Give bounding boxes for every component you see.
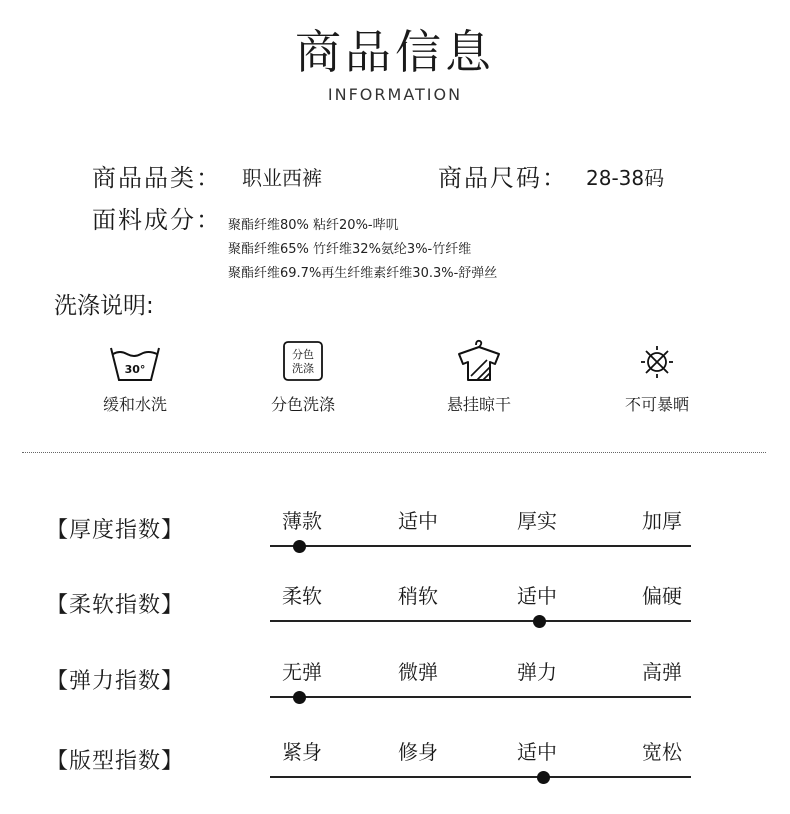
index-scale-line (270, 696, 691, 698)
care-item-hang-dry (414, 338, 544, 415)
care-item-gentle-wash (70, 342, 200, 415)
index-option: 厚实 (517, 509, 557, 533)
index-scale-line (270, 545, 691, 547)
index-option: 加厚 (642, 509, 682, 533)
care-label-no-sun: 不可暴晒 (624, 395, 689, 414)
no-sun-exposure-icon (629, 342, 685, 386)
index-option: 微弹 (398, 660, 438, 684)
section-divider (22, 452, 766, 453)
svg-text:洗涤: 洗涤 (292, 362, 314, 375)
fabric-label: 面料成分： (92, 206, 222, 234)
care-item-no-sun (592, 342, 722, 415)
fabric-line-1: 聚酯纤维80% 粘纤20%-哔叽 (228, 218, 399, 233)
index-label-1: 【柔软指数】 (46, 593, 185, 618)
index-scale-line (270, 776, 691, 778)
separate-color-wash-icon (275, 340, 331, 384)
index-option: 修身 (398, 740, 438, 764)
index-option: 柔软 (282, 584, 322, 608)
index-option: 薄款 (282, 509, 322, 533)
category-label: 商品品类： (92, 164, 222, 192)
page-subtitle: INFORMATION (327, 85, 463, 104)
index-label-2: 【弹力指数】 (46, 669, 185, 694)
index-option: 适中 (398, 509, 438, 533)
svg-text:30°: 30° (124, 363, 146, 376)
index-marker-dot (533, 615, 546, 628)
index-scale-line (270, 620, 691, 622)
care-label-gentle-wash: 缓和水洗 (102, 395, 167, 414)
svg-text:分色: 分色 (292, 348, 314, 361)
fabric-line-3: 聚酯纤维69.7%再生纤维素纤维30.3%-舒弹丝 (228, 266, 498, 281)
fabric-line-2: 聚酯纤维65% 竹纤维32%氨纶3%-竹纤维 (228, 242, 472, 257)
index-option: 适中 (517, 740, 557, 764)
size-value: 28-38码 (586, 166, 665, 190)
index-option: 宽松 (642, 740, 682, 764)
index-option: 稍软 (398, 584, 438, 608)
care-label-separate-wash: 分色洗涤 (270, 395, 335, 414)
index-label-3: 【版型指数】 (46, 749, 185, 774)
index-marker-dot (293, 540, 306, 553)
hang-dry-icon (451, 338, 507, 386)
index-marker-dot (293, 691, 306, 704)
index-option: 弹力 (517, 660, 557, 684)
index-option: 无弹 (282, 660, 322, 684)
index-option: 偏硬 (642, 584, 682, 608)
index-option: 紧身 (282, 740, 322, 764)
washing-title: 洗涤说明: (54, 293, 154, 319)
category-value: 职业西裤 (242, 166, 322, 190)
size-label: 商品尺码： (438, 164, 568, 192)
page-title: 商品信息 (295, 25, 495, 79)
index-option: 高弹 (642, 660, 682, 684)
index-option: 适中 (517, 584, 557, 608)
care-label-hang-dry: 悬挂晾干 (446, 395, 511, 414)
index-marker-dot (537, 771, 550, 784)
gentle-wash-30-icon (107, 342, 163, 386)
index-label-0: 【厚度指数】 (46, 518, 185, 543)
care-item-separate-wash (238, 340, 368, 415)
